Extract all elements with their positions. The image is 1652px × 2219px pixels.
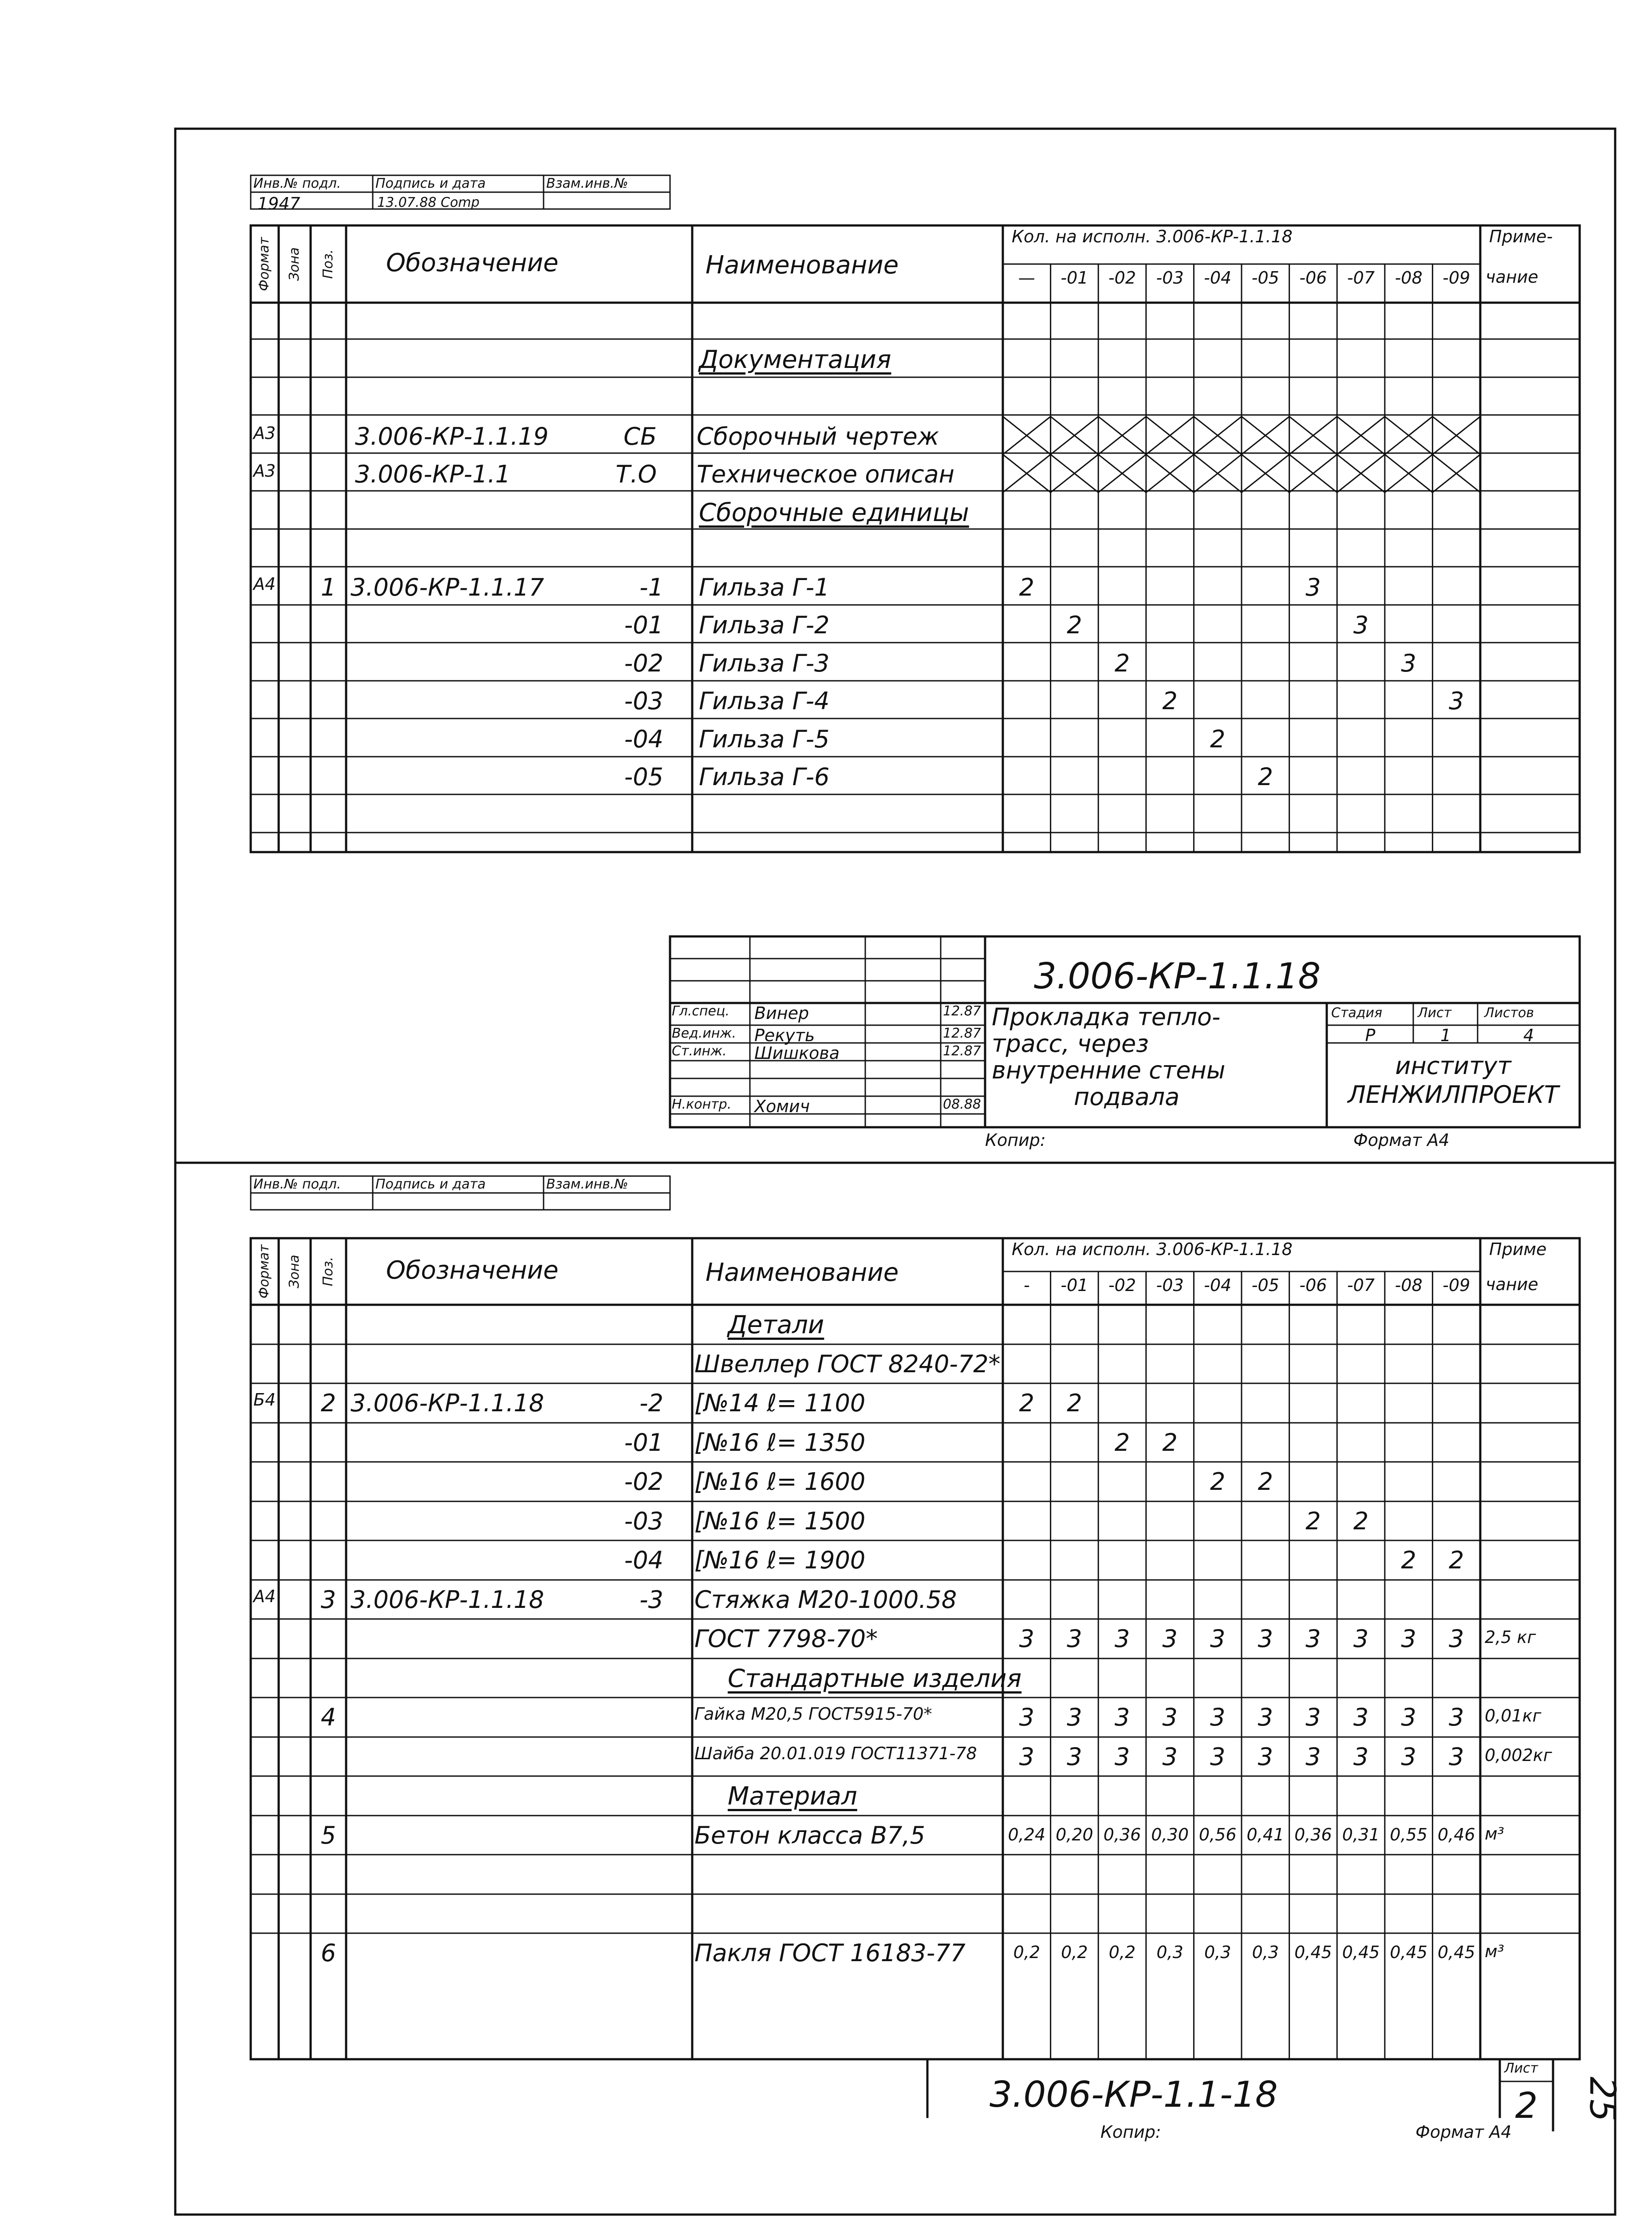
row-qty: 3 [1449, 1703, 1464, 1731]
row-position: 5 [320, 1821, 336, 1849]
row-name: [№16 ℓ= 1900 [694, 1546, 866, 1574]
row-name: [№16 ℓ= 1600 [694, 1468, 866, 1496]
section-heading: Детали [728, 1311, 824, 1339]
row-qty: 3 [1353, 1625, 1369, 1653]
row-qty: 3 [1210, 1703, 1226, 1731]
stage-label: Стадия [1331, 1005, 1383, 1021]
unit-suffix: -04 [624, 725, 663, 753]
row-qty: 3 [1210, 1625, 1226, 1653]
unit-qty: 3 [1353, 611, 1369, 639]
row-qty: 2 [1019, 1389, 1034, 1417]
row-qty: 0,45 [1294, 1943, 1332, 1962]
row-suffix: -01 [624, 1428, 663, 1457]
sheets-label: Листов [1484, 1005, 1534, 1021]
variant-header: -02 [1108, 268, 1136, 288]
staff-date: 12.87 [943, 1043, 981, 1059]
unit-name: Гильза Г-2 [699, 611, 830, 639]
staff-role: Н.контр. [672, 1097, 732, 1112]
variant-header: -07 [1347, 268, 1375, 288]
staff-date: 08.88 [943, 1097, 981, 1112]
sheet-label-bottom: Лист [1504, 2061, 1538, 2076]
row-qty: 3 [1449, 1625, 1464, 1653]
signature-date-value: 13.07.88 Comp [377, 195, 480, 210]
row-name: Швеллер ГОСТ 8240-72* [694, 1350, 1001, 1378]
row-name: ГОСТ 7798-70* [694, 1625, 878, 1653]
row-qty: 2 [1210, 1468, 1226, 1496]
row-position: 3 [320, 1585, 336, 1614]
drawing-title-line: подвала [1074, 1083, 1180, 1111]
col-name-header: Наименование [706, 251, 899, 280]
org-line: институт [1395, 1052, 1511, 1080]
row-qty: 0,45 [1390, 1943, 1427, 1962]
unit-format: А4 [253, 574, 276, 594]
sheets-value: 4 [1523, 1026, 1534, 1045]
row-qty: 3 [1114, 1703, 1130, 1731]
col-pos-header: Поз. [320, 1256, 336, 1287]
row-qty: 3 [1258, 1703, 1273, 1731]
row-qty: 0,31 [1342, 1824, 1380, 1844]
doc-code: Т.О [615, 460, 657, 488]
row-name: Гайка М20,5 ГОСТ5915-70* [694, 1704, 932, 1724]
row-qty: 3 [1067, 1703, 1082, 1731]
unit-suffix: -02 [624, 649, 663, 677]
row-format: А4 [253, 1586, 276, 1606]
drawing-title-line: трасс, через [992, 1030, 1149, 1058]
doc-designation: 3.006-КР-1.1.19 [355, 422, 549, 450]
col-name-header: Наименование [706, 1258, 899, 1287]
row-name: Стяжка М20-1000.58 [694, 1585, 957, 1614]
variant-header: -03 [1156, 268, 1184, 288]
copy-label: Копир: [985, 1130, 1046, 1150]
row-name: Пакля ГОСТ 16183-77 [694, 1939, 966, 1967]
doc-name: Техническое описан [697, 460, 954, 488]
col-format-header: Формат [256, 237, 272, 291]
col-qty-header: Кол. на исполн. 3.006-КР-1.1.18 [1012, 227, 1293, 246]
row-position: 4 [320, 1703, 336, 1731]
row-note: 0,01кг [1485, 1706, 1542, 1725]
unit-qty: 3 [1401, 649, 1416, 677]
row-note: м³ [1485, 1824, 1504, 1844]
col-zone-header: Зона [287, 247, 302, 281]
row-qty: 3 [1353, 1742, 1369, 1771]
sheet-value: 1 [1440, 1026, 1451, 1045]
format-label: Формат А4 [1353, 1130, 1450, 1150]
doc-designation: 3.006-КР-1.1 [355, 460, 511, 488]
row-qty: 0,55 [1390, 1824, 1427, 1844]
row-qty: 3 [1019, 1625, 1034, 1653]
sheet-number-bottom: 2 [1515, 2085, 1538, 2126]
staff-name: Шишкова [754, 1043, 840, 1063]
doc-number-title: 3.006-КР-1.1.18 [1034, 956, 1321, 997]
inv-number-label: Инв.№ подл. [253, 1177, 341, 1192]
inv-number-value: 1947 [257, 194, 300, 213]
unit-qty: 2 [1162, 687, 1178, 715]
variant-header: -05 [1251, 1275, 1279, 1295]
col-note-header-2: чание [1486, 267, 1538, 287]
variant-header: -09 [1443, 1275, 1471, 1295]
row-qty: 0,2 [1013, 1943, 1041, 1962]
unit-designation: 3.006-КР-1.1.17 [351, 573, 544, 601]
variant-header: -06 [1299, 268, 1327, 288]
row-suffix: -02 [624, 1468, 663, 1496]
unit-qty: 3 [1305, 573, 1321, 601]
row-qty: 3 [1258, 1742, 1273, 1771]
row-qty: 0,20 [1056, 1824, 1093, 1844]
row-name: Бетон класса В7,5 [694, 1821, 926, 1849]
row-qty: 2 [1449, 1546, 1464, 1574]
row-name: [№14 ℓ= 1100 [694, 1389, 866, 1417]
row-qty: 2 [1114, 1428, 1130, 1457]
unit-suffix: -05 [624, 763, 663, 791]
row-note: м³ [1485, 1942, 1504, 1961]
row-qty: 3 [1305, 1625, 1321, 1653]
signature-date-label: Подпись и дата [375, 176, 486, 191]
doc-format: А3 [253, 423, 276, 443]
col-format-header: Формат [256, 1244, 272, 1299]
row-qty: 2 [1162, 1428, 1178, 1457]
variant-header: -06 [1299, 1275, 1327, 1295]
col-pos-header: Поз. [320, 249, 336, 279]
row-qty: 3 [1210, 1742, 1226, 1771]
row-qty: 3 [1067, 1625, 1082, 1653]
doc-format: А3 [253, 461, 276, 481]
row-qty: 3 [1258, 1625, 1273, 1653]
staff-name: Рекуть [754, 1026, 815, 1045]
unit-qty: 2 [1114, 649, 1130, 677]
row-qty: 0,30 [1151, 1824, 1189, 1844]
drawing-title-line: Прокладка тепло- [992, 1003, 1221, 1031]
doc-code: СБ [623, 422, 657, 450]
row-qty: 2 [1258, 1468, 1273, 1496]
variant-header: -03 [1156, 1275, 1184, 1295]
row-suffix: -04 [624, 1546, 663, 1574]
row-name: [№16 ℓ= 1500 [694, 1507, 866, 1535]
staff-role: Вед.инж. [672, 1026, 736, 1041]
format-label-bottom: Формат А4 [1415, 2122, 1512, 2142]
section-documentation: Документация [699, 345, 891, 374]
row-qty: 0,3 [1252, 1943, 1279, 1962]
col-note-header: Приме- [1489, 227, 1553, 246]
row-qty: 3 [1401, 1703, 1416, 1731]
staff-role: Гл.спец. [672, 1003, 729, 1019]
org-name: ЛЕНЖИЛПРОЕКТ [1348, 1081, 1559, 1109]
variant-header: - [1023, 1275, 1030, 1295]
unit-name: Гильза Г-3 [699, 649, 830, 677]
unit-name: Гильза Г-5 [699, 725, 830, 753]
row-qty: 3 [1114, 1742, 1130, 1771]
row-qty: 3 [1162, 1703, 1178, 1731]
row-qty: 3 [1305, 1742, 1321, 1771]
unit-suffix: -03 [624, 687, 663, 715]
row-qty: 0,45 [1342, 1943, 1380, 1962]
inv-number-label: Инв.№ подл. [253, 176, 341, 191]
staff-name: Хомич [754, 1097, 810, 1116]
row-suffix: -03 [624, 1507, 663, 1535]
row-qty: 0,41 [1246, 1824, 1285, 1844]
row-qty: 3 [1019, 1703, 1034, 1731]
unit-position: 1 [320, 573, 336, 601]
unit-qty: 2 [1210, 725, 1226, 753]
row-name: [№16 ℓ= 1350 [694, 1428, 866, 1457]
unit-suffix: -1 [639, 573, 663, 601]
variant-header: -01 [1061, 1275, 1088, 1295]
row-qty: 3 [1162, 1625, 1178, 1653]
variant-header: -08 [1395, 268, 1423, 288]
row-qty: 3 [1353, 1703, 1369, 1731]
row-position: 6 [320, 1939, 336, 1967]
col-zone-header: Зона [287, 1255, 302, 1288]
row-qty: 0,46 [1437, 1824, 1475, 1844]
variant-header: -04 [1204, 1275, 1232, 1295]
col-designation-header: Обозначение [386, 1256, 559, 1285]
row-note: 2,5 кг [1485, 1627, 1536, 1647]
drawing-title-line: внутренние стены [992, 1056, 1226, 1084]
unit-qty: 3 [1449, 687, 1464, 715]
replaced-inv-label: Взам.инв.№ [546, 1177, 628, 1192]
row-name: Шайба 20.01.019 ГОСТ11371-78 [694, 1743, 977, 1763]
variant-header: -08 [1395, 1275, 1423, 1295]
variant-header: -01 [1061, 268, 1088, 288]
row-qty: 2 [1305, 1507, 1321, 1535]
page-number: 25 [1581, 2077, 1623, 2122]
row-qty: 0,36 [1103, 1824, 1141, 1844]
copy-label-bottom: Копир: [1100, 2122, 1161, 2142]
row-qty: 0,56 [1199, 1824, 1237, 1844]
staff-date: 12.87 [943, 1026, 981, 1041]
row-suffix: -3 [639, 1585, 663, 1614]
col-designation-header: Обозначение [386, 249, 559, 277]
row-position: 2 [320, 1389, 336, 1417]
row-qty: 2 [1067, 1389, 1082, 1417]
variant-header: — [1018, 268, 1035, 288]
row-qty: 0,2 [1061, 1943, 1088, 1962]
section-heading: Стандартные изделия [728, 1664, 1022, 1693]
row-format: Б4 [253, 1390, 276, 1410]
row-qty: 0,45 [1437, 1943, 1475, 1962]
sheet-label: Лист [1418, 1005, 1452, 1021]
unit-name: Гильза Г-1 [699, 573, 830, 601]
col-note-header: Приме [1489, 1240, 1547, 1259]
unit-qty: 2 [1067, 611, 1082, 639]
row-qty: 0,2 [1108, 1943, 1136, 1962]
row-qty: 3 [1067, 1742, 1082, 1771]
row-qty: 3 [1162, 1742, 1178, 1771]
row-qty: 2 [1353, 1507, 1369, 1535]
col-qty-header: Кол. на исполн. 3.006-КР-1.1.18 [1012, 1240, 1293, 1259]
variant-header: -09 [1443, 268, 1471, 288]
variant-header: -04 [1204, 268, 1232, 288]
unit-qty: 2 [1019, 573, 1034, 601]
staff-name: Винер [754, 1003, 809, 1023]
staff-date: 12.87 [943, 1003, 981, 1019]
row-qty: 0,3 [1204, 1943, 1231, 1962]
section-assembly-units: Сборочные единицы [699, 498, 969, 527]
doc-name: Сборочный чертеж [697, 422, 939, 450]
section-heading: Материал [728, 1782, 857, 1811]
staff-role: Ст.инж. [672, 1043, 727, 1059]
row-qty: 0,24 [1008, 1824, 1046, 1844]
row-qty: 0,3 [1156, 1943, 1183, 1962]
row-qty: 3 [1401, 1742, 1416, 1771]
row-qty: 3 [1401, 1625, 1416, 1653]
row-designation: 3.006-КР-1.1.18 [351, 1389, 544, 1417]
variant-header: -07 [1347, 1275, 1375, 1295]
unit-name: Гильза Г-4 [699, 687, 830, 715]
row-qty: 3 [1305, 1703, 1321, 1731]
row-suffix: -2 [639, 1389, 663, 1417]
variant-header: -05 [1251, 268, 1279, 288]
unit-suffix: -01 [624, 611, 663, 639]
replaced-inv-label: Взам.инв.№ [546, 176, 628, 191]
row-qty: 0,36 [1294, 1824, 1332, 1844]
row-qty: 2 [1401, 1546, 1416, 1574]
row-note: 0,002кг [1485, 1745, 1552, 1765]
row-qty: 3 [1114, 1625, 1130, 1653]
col-note-header-2: чание [1486, 1275, 1538, 1294]
signature-date-label: Подпись и дата [375, 1177, 486, 1192]
stage-value: Р [1365, 1026, 1376, 1045]
variant-header: -02 [1108, 1275, 1136, 1295]
doc-number-bottom: 3.006-КР-1.1-18 [990, 2074, 1278, 2115]
unit-qty: 2 [1258, 763, 1273, 791]
row-designation: 3.006-КР-1.1.18 [351, 1585, 544, 1614]
row-qty: 3 [1019, 1742, 1034, 1771]
row-qty: 3 [1449, 1742, 1464, 1771]
unit-name: Гильза Г-6 [699, 763, 830, 791]
